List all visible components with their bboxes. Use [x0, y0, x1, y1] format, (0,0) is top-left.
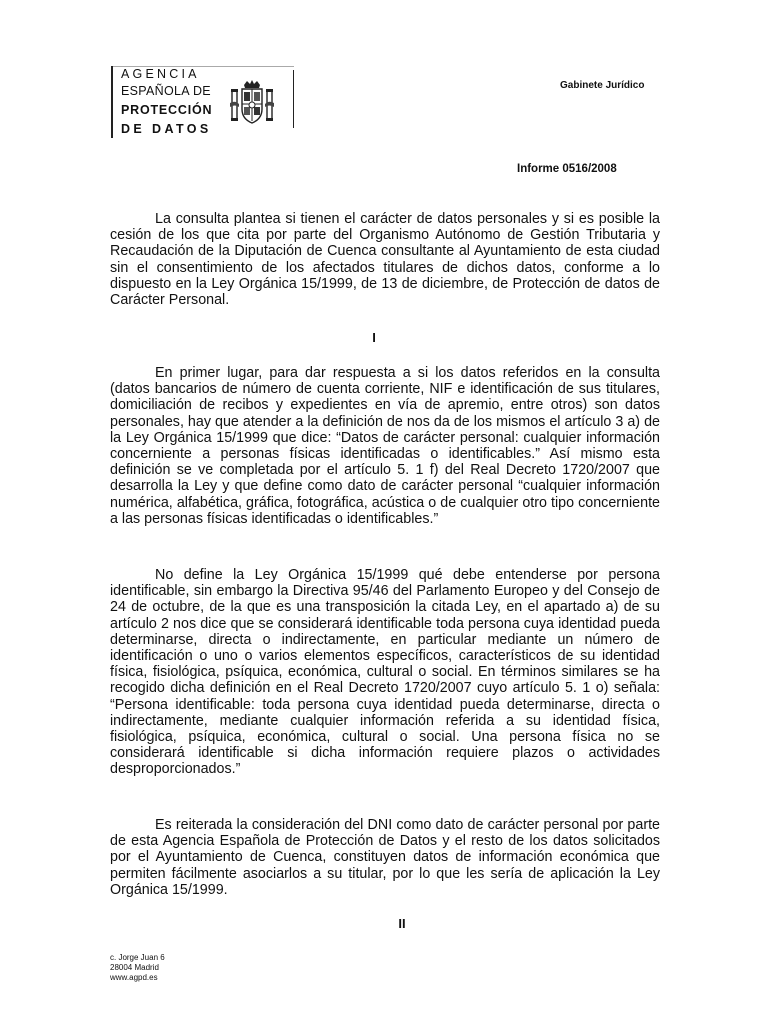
paragraph-text: En primer lugar, para dar respuesta a si los datos referidos en la consulta (datos bancarios de número de cuenta corriente, NIF e identificación de sus titulares, domiciliación de recibos y expedientes en vía de apremio, entre otros) son datos personales, hay que atender a la definición de nos da de los mismos el artículo 3 a) de la Ley Orgánica 15/1999 que dice: “Datos de carácter personal: cualquier información concerniente a personas físicas identificadas o identificables.” Así mismo esta definición se ve completada por el artículo 5. 1 f) del Real Decreto 1720/2007 que desarrolla la Ley y que define como dato de carácter personal “cualquier información numérica, alfabética, gráfica, fotográfica, acústica o de cualquier otro tipo concerniente a las personas físicas identificadas o identificables.” — [110, 365, 660, 527]
footer-street: c. Jorge Juan 6 — [110, 953, 165, 962]
report-number: Informe 0516/2008 — [517, 163, 617, 175]
paragraph-text: La consulta plantea si tienen el carácter de datos personales y si es posible la cesión de los que cita por parte del Organismo Autónomo de Gestión Tributaria y Recaudación de la Diputación de Cuenca consultante al Ayuntamiento de esta ciudad sin el consentimiento de los afectados titulares de dichos datos, conforme a lo dispuesto en la Ley Orgánica 15/1999, de 13 de diciembre, de Protección de datos de Carácter Personal. — [110, 211, 660, 309]
logo-line-1: AGENCIA — [121, 67, 200, 81]
paragraph-text: No define la Ley Orgánica 15/1999 qué debe entenderse por persona identificable, sin embargo la Directiva 95/46 del Parlamento Europeo y del Consejo de 24 de octubre, de la que es una transposición la citada Ley, en el apartado a) de su artículo 2 nos dice que se considerará identificable toda persona cuya identidad pueda determinarse, directa o indirectamente, en particular mediante un número de identificación o uno o varios elementos específicos, característicos de su identidad física, fisiológica, psíquica, económica, cultural o social. En términos similares se ha recogido dicha definición en el Real Decreto 1720/2007 cuyo artículo 5. 1 o) señala: “Persona identificable: toda persona cuya identidad pueda determinarse, directa o indirectamente, mediante cualquier información referida a su identidad física, fisiológica, psíquica, económica, cultural o social. Una persona física no se considerará identificable si dicha información requiere plazos o actividades desproporcionados.” — [110, 567, 660, 778]
logo-line-4: DE DATOS — [121, 122, 212, 136]
agency-logo — [111, 66, 294, 138]
paragraph — [110, 211, 660, 308]
paragraph — [110, 567, 660, 778]
paragraph-text: Es reiterada la consideración del DNI como dato de carácter personal por parte de esta Agencia Española de Protección de Datos y el resto de los datos solicitados por el Ayuntamiento de Cuenca, constituyen datos de información económica que permiten fácilmente asociarlos a su titular, por lo que les sería de aplicación la Ley Orgánica 15/1999. — [110, 817, 660, 898]
section-heading: II — [398, 916, 406, 931]
paragraph — [110, 817, 660, 898]
section-heading: I — [372, 330, 376, 345]
footer-city: 28004 Madrid — [110, 963, 159, 972]
footer-address — [110, 953, 165, 983]
logo-line-2: ESPAÑOLA DE — [121, 84, 211, 98]
paragraph — [110, 365, 660, 527]
coat-of-arms-icon — [230, 79, 274, 127]
logo-line-3: PROTECCIÓN — [121, 103, 213, 117]
logo-left-rule — [111, 66, 113, 138]
office-name: Gabinete Jurídico — [560, 80, 645, 91]
logo-right-rule — [293, 70, 294, 128]
footer-website: www.agpd.es — [110, 973, 158, 982]
